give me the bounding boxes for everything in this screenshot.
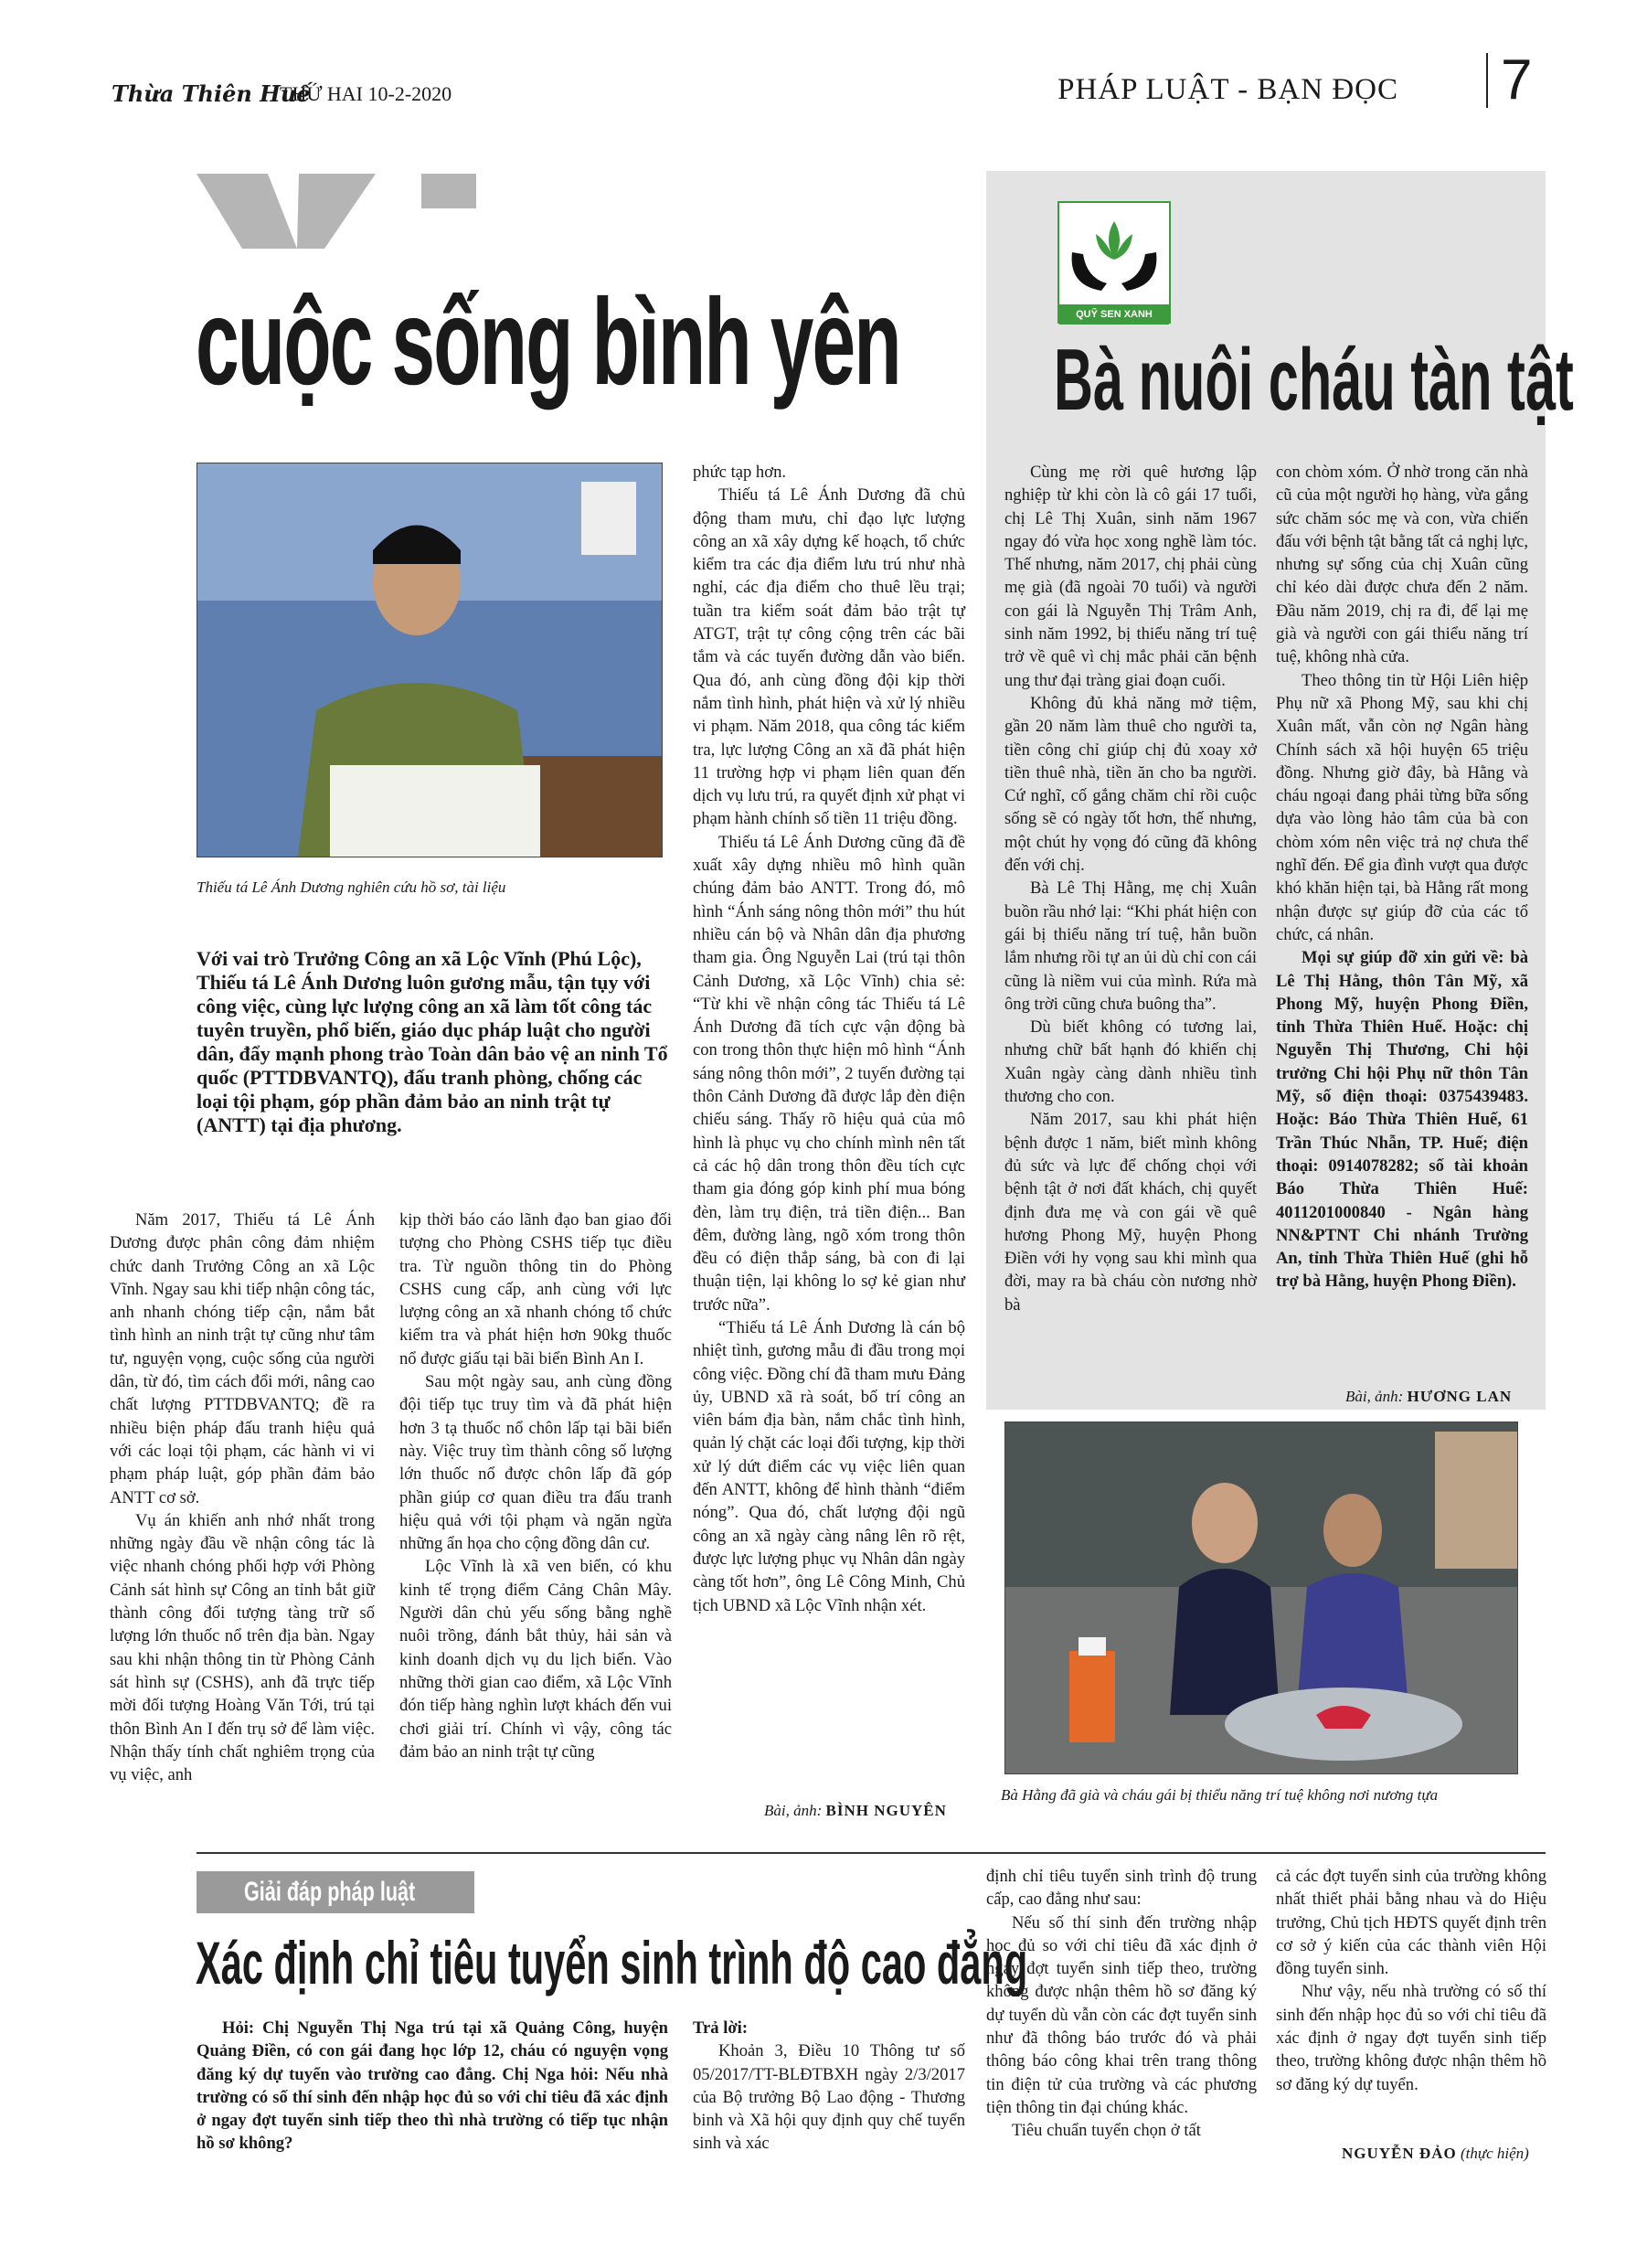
byline-prefix: Bài, ảnh: bbox=[764, 1802, 823, 1819]
article2-column-2 bbox=[1276, 461, 1528, 1294]
article1-lede: Với vai trò Trưởng Công an xã Lộc Vĩnh (Phú Lộc), Thiếu tá Lê Ánh Dương luôn gương mẫu, tận tụy với công việc, cùng lực lượng công an xã làm tốt công tác tuyên truyền, phổ biến, giáo dục pháp luật cho người dân, đẩy mạnh phong trào Toàn dân bảo vệ an ninh Tổ quốc (PTTDBVANTQ), đấu tranh phòng, chống các loại tội phạm, góp phần đảm bảo an ninh trật tự (ANTT) tại địa phương. bbox=[197, 947, 668, 1136]
paragraph: con chòm xóm. Ở nhờ trong căn nhà cũ của một người họ hàng, vừa gắng sức chăm sóc mẹ và con, vừa chiến đấu với bệnh tật bằng tất cả nghị lực, nhưng sự sống của chị Xuân cũng chỉ kéo dài được chưa đến 2 năm. Đầu năm 2019, chị ra đi, để lại mẹ già và người con gái thiểu năng trí tuệ, không nhà cửa. bbox=[1276, 463, 1528, 667]
byline-suffix: (thực hiện) bbox=[1460, 2145, 1529, 2162]
paragraph: cả các đợt tuyển sinh của trường không nhất thiết phải bằng nhau và do Hiệu trưởng, Chủ tịch HĐTS quyết định trên cơ sở ý kiến của các thành viên Hội đồng tuyển sinh. bbox=[1276, 1867, 1546, 1979]
paragraph: Dù biết không có tương lai, nhưng chữ bất hạnh đó khiến chị Xuân ngày càng dành nhiều tình thương cho con. bbox=[1004, 1017, 1257, 1107]
question-text: Hỏi: Chị Nguyễn Thị Nga trú tại xã Quảng Công, huyện Quảng Điền, có con gái đang học lớp 12, cháu có nguyện vọng đăng ký dự tuyển vào trường cao đẳng. Chị Nga hỏi: Nếu nhà trường có số thí sinh đến nhập học đủ so với chỉ tiêu đã xác định ở ngay đợt tuyển sinh tiếp theo thì nhà trường có tiếp tục nhận hồ sơ không? bbox=[197, 2018, 668, 2154]
article1-column-3 bbox=[693, 461, 965, 1617]
article3-column-3 bbox=[986, 1865, 1257, 2143]
byline-name: NGUYỄN ĐẢO bbox=[1342, 2145, 1457, 2162]
article3-byline bbox=[1342, 2145, 1529, 2163]
section-title: PHÁP LUẬT - BẠN ĐỌC bbox=[1057, 73, 1398, 106]
paragraph: Như vậy, nếu nhà trường có số thí sinh đến nhập học đủ so với chỉ tiêu đã xác định ở ngay đợt tuyển sinh tiếp theo, trường không được nhận thêm hồ sơ đăng ký dự tuyển. bbox=[1276, 1982, 1546, 2094]
article2-column-1 bbox=[1004, 461, 1257, 1316]
byline-name: HƯƠNG LAN bbox=[1407, 1388, 1513, 1405]
paragraph: “Thiếu tá Lê Ánh Dương là cán bộ nhiệt tình, gương mẫu đi đầu trong mọi công việc. Đồng chí đã tham mưu Đảng ủy, UBND xã rà soát, bố trí công an viên bám địa bàn, nắm chắc tình hình, quản lý chặt các loại đối tượng, kịp thời xử lý dứt điểm các vụ việc liên quan đến ANTT, không để hình thành “điểm nóng”. Qua đó, chất lượng đội ngũ công an xã ngày càng nâng lên rõ rệt, được lực lượng phục vụ Nhân dân ngày càng tốt hơn”, ông Lê Công Minh, Chủ tịch UBND xã Lộc Vĩnh nhận xét. bbox=[693, 1317, 965, 1615]
article1-column-1 bbox=[110, 1209, 375, 1786]
byline-prefix: Bài, ảnh: bbox=[1345, 1388, 1404, 1405]
column-tag bbox=[197, 1871, 474, 1913]
paragraph: định chỉ tiêu tuyển sinh trình độ trung cấp, cao đẳng như sau: bbox=[986, 1867, 1257, 1910]
answer-label: Trả lời: bbox=[693, 2018, 749, 2038]
paragraph: Năm 2017, Thiếu tá Lê Ánh Dương được phân công đảm nhiệm chức danh Trưởng Công an xã Lộc Vĩnh. Ngay sau khi tiếp nhận công tác, anh nhanh chóng tiếp cận, nắm bắt tình hình an ninh trật tự cũng như tâm tư, nguyện vọng, cuộc sống của người dân, từ đó, tìm cách đổi mới, nâng cao chất lượng PTTDBVANTQ; đề ra nhiều biện pháp đấu tranh hiệu quả với các loại tội phạm, các hành vi vi phạm pháp luật, góp phần đảm bảo ANTT cơ sở. bbox=[110, 1210, 375, 1507]
paragraph: Tiêu chuẩn tuyển chọn ở tất bbox=[1012, 2121, 1201, 2141]
section-divider bbox=[197, 1852, 1546, 1854]
paragraph: Năm 2017, sau khi phát hiện bệnh được 1 năm, biết mình không đủ sức và lực để chống chọi với bệnh tật ở nơi đất khách, chị quyết định đưa mẹ và con gái về quê hương Phong Mỹ, huyện Phong Điền với hy vọng sau khi mình qua đời, may ra bà cháu còn nương nhờ bà bbox=[1004, 1110, 1257, 1315]
paragraph: Theo thông tin từ Hội Liên hiệp Phụ nữ xã Phong Mỹ, sau khi chị Xuân mất, vẫn còn nợ Ngân hàng Chính sách xã hội huyện 65 triệu đồng. Nhưng giờ đây, bà Hằng và cháu ngoại đang phải từng bữa sống dựa vào lòng hảo tâm của bà con chòm xóm nên việc trả nợ chưa thể nghĩ đến. Để gia đình vượt qua được khó khăn hiện tại, bà Hằng rất mong nhận được sự giúp đỡ của các tổ chức, cá nhân. bbox=[1276, 670, 1528, 944]
article2-title: Bà nuôi cháu tàn tật bbox=[1054, 331, 1574, 429]
article1-column-2 bbox=[399, 1209, 672, 1763]
paragraph: Lộc Vĩnh là xã ven biển, có khu kinh tế trọng điểm Cảng Chân Mây. Người dân chủ yếu sống bằng nghề nuôi trồng, đánh bắt thủy, hải sản và kinh doanh dịch vụ du lịch biển. Vào những thời gian cao điểm, xã Lộc Vĩnh đón tiếp hàng nghìn lượt khách đến vui chơi giải trí. Chính vì vậy, công tác đảm bảo an ninh trật tự cũng bbox=[399, 1557, 672, 1762]
paragraph: Cùng mẹ rời quê hương lập nghiệp từ khi còn là cô gái 17 tuổi, chị Lê Thị Xuân, sinh năm 1967 ngay đó vừa học xong nghề làm tóc. Thế nhưng, năm 2017, chị phải cùng mẹ già (đã ngoài 70 tuổi) và người con gái là Nguyễn Thị Trâm Anh, sinh năm 1992, bị thiểu năng trí tuệ trở về quê vì chị mắc phải căn bệnh ung thư đại tràng giai đoạn cuối. bbox=[1004, 463, 1257, 690]
paragraph: Không đủ khả năng mở tiệm, gần 20 năm làm thuê cho người ta, tiền công chỉ giúp chị đủ xoay xở tiền thuê nhà, tiền ăn cho ba người. Cứ nghĩ, cố gắng chăm chỉ rồi cuộc sống sẽ có ngày tốt hơn, thế nhưng, một chút hy vọng đó cũng đã không đến với chị. bbox=[1004, 693, 1257, 876]
article1-byline bbox=[764, 1802, 947, 1820]
paragraph: Nếu số thí sinh đến trường nhập học đủ so với chỉ tiêu đã xác định ở ngay đợt tuyển sinh tiếp theo, trường không được nhận thêm hồ sơ đăng ký dự tuyển dù vẫn còn các đợt tuyển sinh như đã thông báo trước đó và phải thông báo công khai trên trang thông tin điện tử của trường và các phương tiện thông tin đại chúng khác. bbox=[986, 1912, 1257, 2117]
article2-byline bbox=[1345, 1388, 1512, 1406]
paragraph: Vụ án khiến anh nhớ nhất trong những ngày đầu về nhận công tác là việc nhanh chóng phối hợp với Phòng Cảnh sát hình sự Công an tỉnh bắt giữ thành công đối tượng tàng trữ số lượng lớn thuốc nổ trên địa bàn. Ngay sau khi nhận thông tin từ Phòng Cảnh sát hình sự (CSHS), anh đã trực tiếp mời đối tượng Hoàng Văn Tới, trú tại thôn Bình An I đến trụ sở để làm việc. Nhận thấy tính chất nghiêm trọng của vụ việc, anh bbox=[110, 1510, 375, 1785]
article3-question bbox=[197, 2017, 668, 2156]
paragraph: Sau một ngày sau, anh cùng đồng đội tiếp tục truy tìm và đã phát hiện hơn 3 tạ thuốc nổ chôn lấp tại bãi biển này. Việc truy tìm thành công số lượng lớn thuốc nổ được chôn lấp đã góp phần giúp cơ quan điều tra đấu tranh hiệu quả với tội phạm và ngăn ngừa những ẩn họa cho cộng đồng dân cư. bbox=[399, 1372, 672, 1554]
title-big-word-graphic bbox=[197, 174, 480, 249]
byline-name: BÌNH NGUYÊN bbox=[825, 1802, 947, 1819]
article3-title: Xác định chỉ tiêu tuyển sinh trình độ cao đẳng bbox=[196, 1929, 1028, 1996]
article2-photo-caption: Bà Hằng đã già và cháu gái bị thiểu năng trí tuệ không nơi nương tựa bbox=[1001, 1786, 1439, 1804]
column-tag-text: Giải đáp pháp luật bbox=[244, 1877, 416, 1907]
article2-photo bbox=[1004, 1421, 1518, 1774]
paper-name: Thừa Thiên Huế bbox=[112, 80, 311, 107]
logo-text: QUỸ SEN XANH bbox=[1059, 304, 1169, 325]
paragraph: Bà Lê Thị Hằng, mẹ chị Xuân buồn rầu nhớ lại: “Khi phát hiện con gái bị thiểu năng trí tuệ, hẳn buồn lắm nhưng rồi tự an ủi dù chỉ con cái cũng là niềm vui của mình. Rứa mà ông trời cũng chưa buông tha”. bbox=[1004, 878, 1257, 1014]
article1-photo-caption: Thiếu tá Lê Ánh Dương nghiên cứu hồ sơ, tài liệu bbox=[197, 878, 506, 896]
issue-date: THỨ HAI 10-2-2020 bbox=[280, 82, 452, 105]
article3-column-2 bbox=[693, 2017, 965, 2156]
article1-title: cuộc sống bình yên bbox=[196, 274, 900, 410]
article1-photo bbox=[197, 463, 663, 857]
paragraph: Thiếu tá Lê Ánh Dương đã chủ động tham mưu, chỉ đạo lực lượng công an xã xây dựng kế hoạch, tổ chức kiểm tra các địa điểm lưu trú như nhà nghỉ, các địa điểm cho thuê lều trại; tuần tra kiểm soát đảm bảo trật tự ATGT, trật tự công cộng trên các bãi tắm và các tuyến đường dẫn vào biển. Qua đó, anh cùng đồng đội kịp thời nắm tình hình, phát hiện và xử lý nhiều vi phạm. Năm 2018, qua công tác kiểm tra, lực lượng Công an xã đã phát hiện 11 trường hợp vi phạm liên quan đến dịch vụ lưu trú, ra quyết định xử phạt vi phạm hành chính số tiền 11 triệu đồng. bbox=[693, 485, 965, 829]
article3-column-4 bbox=[1276, 1865, 1546, 2096]
paragraph: kịp thời báo cáo lãnh đạo ban giao đối tượng cho Phòng CSHS tiếp tục điều tra. Từ nguồn thông tin do Phòng CSHS cung cấp, anh cùng với lực lượng công an xã nhanh chóng tổ chức kiểm tra và phát hiện hơn 90kg thuốc nổ được giấu tại bãi biển Bình An I. bbox=[399, 1210, 672, 1368]
quy-sen-xanh-logo bbox=[1057, 201, 1171, 324]
page-number: 7 bbox=[1486, 53, 1556, 108]
paragraph: phức tạp hơn. bbox=[693, 463, 787, 482]
donation-info: Mọi sự giúp đỡ xin gửi về: bà Lê Thị Hằng, thôn Tân Mỹ, xã Phong Mỹ, huyện Phong Điền, tỉnh Thừa Thiên Huế. Hoặc: chị Nguyễn Thị Thương, Chi hội trưởng Chi hội Phụ nữ thôn Tân Mỹ, số điện thoại: 0375439483. Hoặc: Báo Thừa Thiên Huế, 61 Trần Thúc Nhẫn, TP. Huế; điện thoại: 0914078282; số tài khoản Báo Thừa Thiên Huế: 4011201000840 - Ngân hàng NN&PTNT Chi nhánh Trường An, tỉnh Thừa Thiên Huế (ghi hỗ trợ bà Hằng, huyện Phong Điền). bbox=[1276, 948, 1528, 1292]
paragraph: Khoản 3, Điều 10 Thông tư số 05/2017/TT-BLĐTBXH ngày 2/3/2017 của Bộ trưởng Bộ Lao động - Thương binh và Xã hội quy định quy chế tuyển sinh và xác bbox=[693, 2041, 965, 2154]
paragraph: Thiếu tá Lê Ánh Dương cũng đã đề xuất xây dựng nhiều mô hình quần chúng đảm bảo ANTT. Trong đó, mô hình “Ánh sáng nông thôn mới” thu hút nhiều cán bộ và Nhân dân địa phương tham gia. Ông Nguyễn Lai (trú tại thôn Cảnh Dương, xã Lộc Vĩnh) chia sẻ: “Từ khi về nhận công tác Thiếu tá Lê Ánh Dương đã tích cực vận động bà con trong thôn thực hiện mô hình “Ánh sáng nông thôn mới”, 2 tuyến đường tại thôn Cảnh Dương đã được lắp đèn điện chiếu sáng. Thấy rõ hiệu quả của mô hình là phục vụ cho chính mình nên tất cả các hộ dân trong thôn đều tích cực tham gia đóng góp kinh phí mua bóng đèn, làm trụ điện, trả tiền điện... Ban đêm, đường làng, ngõ xóm trong thôn đều có điện thắp sáng, bà con đi lại thuận tiện, lại không lo sợ kẻ gian như trước nữa”. bbox=[693, 832, 965, 1315]
